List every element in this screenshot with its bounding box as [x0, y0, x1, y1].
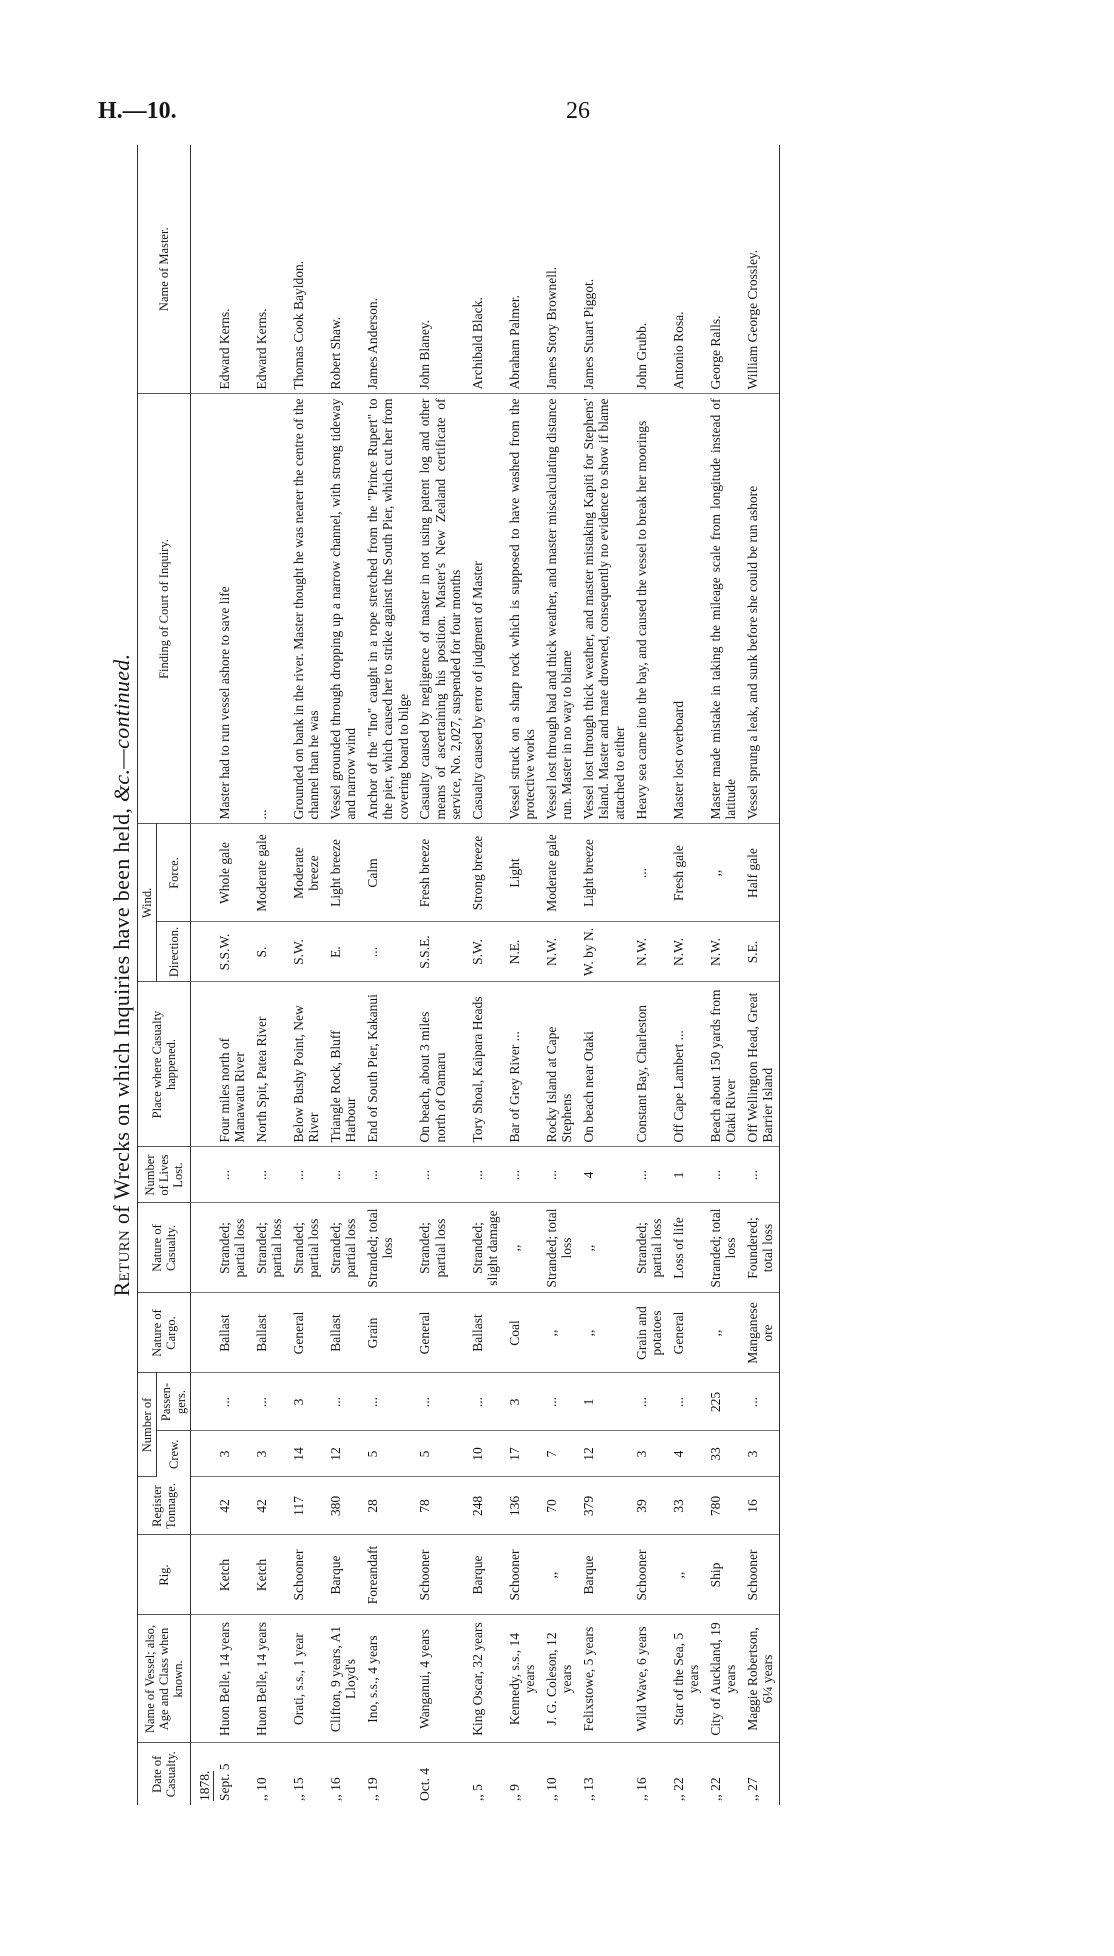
- cell-casualty: Stranded; total loss: [705, 1203, 742, 1293]
- cell-crew: 3: [214, 1431, 251, 1477]
- cell-direction: S.W.: [288, 922, 325, 982]
- cell-cargo: Grain: [362, 1293, 415, 1373]
- cell-date: ,, 16: [633, 1777, 649, 1801]
- cell-vessel: Huon Belle, 14 years: [251, 1615, 288, 1743]
- cell-crew: 12: [578, 1431, 631, 1477]
- cell-passengers: 3: [288, 1373, 325, 1431]
- table-row: [742, 145, 780, 1805]
- cell-place: Triangle Rock, Bluff Harbour: [325, 982, 362, 1147]
- cell-crew: 3: [742, 1431, 780, 1477]
- cell-cargo: ,,: [578, 1293, 631, 1373]
- cell-finding: Master lost overboard: [668, 394, 705, 824]
- table-row: [325, 145, 362, 1805]
- cell-rig: Barque: [325, 1535, 362, 1615]
- cell-passengers: ...: [251, 1373, 288, 1431]
- cell-direction: S.W.: [467, 922, 504, 982]
- page-number: 26: [566, 98, 590, 124]
- cell-master: George Ralls.: [705, 145, 742, 394]
- cell-passengers: 1: [578, 1373, 631, 1431]
- cell-cargo: General: [288, 1293, 325, 1373]
- cell-casualty: Loss of life: [668, 1203, 705, 1293]
- cell-lives: ...: [251, 1147, 288, 1203]
- table-row: [251, 145, 288, 1805]
- cell-direction: S.E.: [742, 922, 780, 982]
- cell-vessel: Maggie Robertson, 6¼ years: [742, 1615, 780, 1743]
- cell-force: Fresh breeze: [414, 824, 467, 922]
- caption-text: of Wrecks on which Inquiries have been held,: [109, 802, 134, 1230]
- cell-tonnage: 780: [705, 1477, 742, 1535]
- cell-direction: N.W.: [631, 922, 668, 982]
- cell-tonnage: 78: [414, 1477, 467, 1535]
- cell-force: Calm: [362, 824, 415, 922]
- cell-lives: ...: [742, 1147, 780, 1203]
- cell-master: Robert Shaw.: [325, 145, 362, 394]
- col-rig: Rig.: [138, 1535, 191, 1615]
- document-reference: H.—10.: [98, 98, 177, 124]
- table-row: [631, 145, 668, 1805]
- cell-lives: ...: [214, 1147, 251, 1203]
- cell-passengers: ...: [631, 1373, 668, 1431]
- cell-tonnage: 16: [742, 1477, 780, 1535]
- cell-cargo: Ballast: [467, 1293, 504, 1373]
- cell-rig: Barque: [578, 1535, 631, 1615]
- cell-force: Half gale: [742, 824, 780, 922]
- cell-rig: Schooner: [414, 1535, 467, 1615]
- cell-casualty: Stranded; partial loss: [251, 1203, 288, 1293]
- table-row: [362, 145, 415, 1805]
- cell-rig: Schooner: [504, 1535, 541, 1615]
- table-row: [668, 145, 705, 1805]
- table-body: [191, 145, 780, 1805]
- cell-tonnage: 42: [214, 1477, 251, 1535]
- cell-casualty: Stranded; partial loss: [288, 1203, 325, 1293]
- table-caption: [109, 145, 135, 1805]
- cell-crew: 7: [541, 1431, 578, 1477]
- cell-force: Light: [504, 824, 541, 922]
- cell-direction: W. by N.: [578, 922, 631, 982]
- cell-place: End of South Pier, Kakanui: [362, 982, 415, 1147]
- cell-place: Below Bushy Point, New River: [288, 982, 325, 1147]
- col-vessel: Name of Vessel; also, Age and Class when known.: [138, 1615, 191, 1743]
- cell-date: Sept. 5: [216, 1763, 232, 1801]
- cell-force: Light breeze: [578, 824, 631, 922]
- col-tonnage: Register Tonnage.: [138, 1477, 191, 1535]
- cell-force: Light breeze: [325, 824, 362, 922]
- cell-cargo: ,,: [541, 1293, 578, 1373]
- cell-date: ,, 9: [506, 1784, 522, 1801]
- cell-vessel: Clifton, 9 years, A1 Lloyd's: [325, 1615, 362, 1743]
- cell-passengers: ...: [541, 1373, 578, 1431]
- cell-direction: E.: [325, 922, 362, 982]
- cell-date: ,, 19: [364, 1777, 380, 1801]
- cell-lives: ...: [705, 1147, 742, 1203]
- cell-rig: Barque: [467, 1535, 504, 1615]
- cell-casualty: Stranded; partial loss: [325, 1203, 362, 1293]
- cell-date: ,, 27: [742, 1743, 780, 1805]
- cell-tonnage: 33: [668, 1477, 705, 1535]
- cell-passengers: ...: [742, 1373, 780, 1431]
- col-finding: Finding of Court of Inquiry.: [138, 394, 191, 824]
- cell-lives: ...: [631, 1147, 668, 1203]
- cell-master: Edward Kerns.: [251, 145, 288, 394]
- cell-finding: Vessel grounded through dropping up a narrow channel, with strong tideway and narrow wind: [325, 394, 362, 824]
- col-force: Force.: [157, 824, 191, 922]
- cell-place: Off Wellington Head, Great Barrier Island: [742, 982, 780, 1147]
- cell-master: Antonio Rosa.: [668, 145, 705, 394]
- caption-lead: Return: [109, 1229, 134, 1297]
- cell-passengers: ...: [414, 1373, 467, 1431]
- cell-cargo: Coal: [504, 1293, 541, 1373]
- cell-master: William George Crossley.: [742, 145, 780, 394]
- cell-lives: 4: [578, 1147, 631, 1203]
- cell-date: ,, 16: [327, 1777, 343, 1801]
- cell-crew: 5: [414, 1431, 467, 1477]
- cell-finding: Casualty caused by negligence of master in not using patent log and other means of ascertaining his position. Master's New Zealand certificate of service, No. 2,027, suspended for four months: [414, 394, 467, 824]
- cell-casualty: Stranded; partial loss: [414, 1203, 467, 1293]
- cell-place: Tory Shoal, Kaipara Heads: [467, 982, 504, 1147]
- cell-vessel: Wanganui, 4 years: [414, 1615, 467, 1743]
- cell-force: Moderate gale: [251, 824, 288, 922]
- cell-master: John Grubb.: [631, 145, 668, 394]
- cell-place: Beach about 150 yards from Otaki River: [705, 982, 742, 1147]
- cell-crew: 10: [467, 1431, 504, 1477]
- cell-force: ...: [631, 824, 668, 922]
- table-row: [288, 145, 325, 1805]
- cell-lives: ...: [504, 1147, 541, 1203]
- cell-vessel: City of Auckland, 19 years: [705, 1615, 742, 1743]
- cell-lives: ...: [362, 1147, 415, 1203]
- cell-date: Oct. 4: [417, 1768, 433, 1801]
- table-row: [705, 145, 742, 1805]
- cell-passengers: ...: [214, 1373, 251, 1431]
- col-wind: Wind.: [138, 824, 157, 982]
- cell-master: James Anderson.: [362, 145, 415, 394]
- cell-vessel: Huon Belle, 14 years: [214, 1615, 251, 1743]
- cell-force: Whole gale: [214, 824, 251, 922]
- cell-tonnage: 28: [362, 1477, 415, 1535]
- cell-lives: ...: [467, 1147, 504, 1203]
- cell-crew: 14: [288, 1431, 325, 1477]
- cell-place: Rocky Island at Cape Stephens: [541, 982, 578, 1147]
- cell-lives: ...: [541, 1147, 578, 1203]
- cell-finding: Vessel sprung a leak, and sunk before she could be run ashore: [742, 394, 780, 824]
- cell-tonnage: 117: [288, 1477, 325, 1535]
- cell-finding: Anchor of the "Ino" caught in a rope stretched from the "Prince Rupert" to the pier, which caused her to strike against the South Pier, which cut her from covering board to bilge: [362, 394, 415, 824]
- cell-direction: N.W.: [705, 922, 742, 982]
- cell-tonnage: 380: [325, 1477, 362, 1535]
- cell-vessel: Wild Wave, 6 years: [631, 1615, 668, 1743]
- col-direction: Direction.: [157, 922, 191, 982]
- cell-cargo: Manganese ore: [742, 1293, 780, 1373]
- col-cargo: Nature of Cargo.: [138, 1293, 191, 1373]
- year-row: [191, 145, 214, 1805]
- cell-casualty: ,,: [578, 1203, 631, 1293]
- table-row: [414, 145, 467, 1805]
- cell-place: Four miles north of Manawatu River: [214, 982, 251, 1147]
- cell-force: Fresh gale: [668, 824, 705, 922]
- cell-casualty: Foundered; total loss: [742, 1203, 780, 1293]
- cell-tonnage: 136: [504, 1477, 541, 1535]
- cell-date: ,, 13: [580, 1777, 596, 1801]
- cell-place: Bar of Grey River ...: [504, 982, 541, 1147]
- cell-lives: ...: [325, 1147, 362, 1203]
- cell-cargo: Ballast: [325, 1293, 362, 1373]
- cell-passengers: ...: [325, 1373, 362, 1431]
- cell-cargo: Grain and potatoes: [631, 1293, 668, 1373]
- cell-direction: S.: [251, 922, 288, 982]
- cell-casualty: Stranded; partial loss: [631, 1203, 668, 1293]
- cell-master: James Stuart Piggot.: [578, 145, 631, 394]
- cell-rig: ,,: [668, 1535, 705, 1615]
- col-number-of: Number of: [138, 1373, 157, 1477]
- cell-passengers: 3: [504, 1373, 541, 1431]
- cell-place: Constant Bay, Charleston: [631, 982, 668, 1147]
- cell-cargo: General: [414, 1293, 467, 1373]
- cell-cargo: Ballast: [214, 1293, 251, 1373]
- cell-finding: Vessel lost through bad and thick weather, and master miscalculating distance run. Master in no way to blame: [541, 394, 578, 824]
- cell-finding: Heavy sea came into the bay, and caused the vessel to break her moorings: [631, 394, 668, 824]
- cell-cargo: ,,: [705, 1293, 742, 1373]
- cell-direction: N.W.: [541, 922, 578, 982]
- cell-cargo: General: [668, 1293, 705, 1373]
- cell-tonnage: 70: [541, 1477, 578, 1535]
- cell-cargo: Ballast: [251, 1293, 288, 1373]
- cell-casualty: Stranded; total loss: [362, 1203, 415, 1293]
- cell-force: Moderate gale: [541, 824, 578, 922]
- cell-vessel: Star of the Sea, 5 years: [668, 1615, 705, 1743]
- cell-date: ,, 22: [670, 1777, 686, 1801]
- cell-master: Edward Kerns.: [214, 145, 251, 394]
- cell-finding: Casualty caused by error of judgment of Master: [467, 394, 504, 824]
- cell-finding: Vessel struck on a sharp rock which is supposed to have washed from the protective works: [504, 394, 541, 824]
- col-casualty: Nature of Casualty.: [138, 1203, 191, 1293]
- cell-master: Thomas Cook Bayldon.: [288, 145, 325, 394]
- table-row: [504, 145, 541, 1805]
- caption-suffix: &c.—continued.: [109, 653, 134, 802]
- cell-casualty: Stranded; slight damage: [467, 1203, 504, 1293]
- cell-crew: 3: [251, 1431, 288, 1477]
- cell-tonnage: 39: [631, 1477, 668, 1535]
- cell-rig: Schooner: [631, 1535, 668, 1615]
- cell-direction: S.S.E.: [414, 922, 467, 982]
- table-row: [578, 145, 631, 1805]
- cell-finding: Master made mistake in taking the mileage scale from longitude instead of latitude: [705, 394, 742, 824]
- cell-casualty: Stranded; total loss: [541, 1203, 578, 1293]
- cell-lives: ...: [414, 1147, 467, 1203]
- cell-crew: 5: [362, 1431, 415, 1477]
- cell-direction: N.W.: [668, 922, 705, 982]
- cell-rig: Foreandaft: [362, 1535, 415, 1615]
- cell-vessel: J. G. Coleson, 12 years: [541, 1615, 578, 1743]
- cell-crew: 4: [668, 1431, 705, 1477]
- cell-rig: Schooner: [742, 1535, 780, 1615]
- cell-crew: 17: [504, 1431, 541, 1477]
- cell-direction: S.S.W.: [214, 922, 251, 982]
- header-row-1: [138, 145, 157, 1805]
- cell-master: James Story Brownell.: [541, 145, 578, 394]
- year-label: 1878.: [197, 1770, 213, 1801]
- cell-crew: 12: [325, 1431, 362, 1477]
- wrecks-table: [137, 145, 780, 1805]
- cell-vessel: King Oscar, 32 years: [467, 1615, 504, 1743]
- cell-rig: Ship: [705, 1535, 742, 1615]
- cell-rig: Schooner: [288, 1535, 325, 1615]
- col-lives: Number of Lives Lost.: [138, 1147, 191, 1203]
- cell-master: Abraham Palmer.: [504, 145, 541, 394]
- cell-date: ,, 15: [290, 1777, 306, 1801]
- rotated-table-region: [109, 145, 1057, 1805]
- cell-crew: 3: [631, 1431, 668, 1477]
- cell-casualty: ,,: [504, 1203, 541, 1293]
- col-passengers: Passen- gers.: [157, 1373, 191, 1431]
- cell-rig: ,,: [541, 1535, 578, 1615]
- cell-passengers: ...: [362, 1373, 415, 1431]
- cell-casualty: Stranded; partial loss: [214, 1203, 251, 1293]
- cell-place: On beach, about 3 miles north of Oamaru: [414, 982, 467, 1147]
- cell-place: On beach near Otaki: [578, 982, 631, 1147]
- col-master: Name of Master.: [138, 145, 191, 394]
- cell-passengers: ...: [668, 1373, 705, 1431]
- cell-passengers: ...: [467, 1373, 504, 1431]
- cell-rig: Ketch: [214, 1535, 251, 1615]
- col-place: Place where Casualty happened.: [138, 982, 191, 1147]
- cell-master: John Blaney.: [414, 145, 467, 394]
- cell-date: ,, 10: [253, 1777, 269, 1801]
- cell-place: Off Cape Lambert ...: [668, 982, 705, 1147]
- cell-finding: Master had to run vessel ashore to save life: [214, 394, 251, 824]
- col-crew: Crew.: [157, 1431, 191, 1477]
- cell-finding: Vessel lost through thick weather, and master mistaking Kapiti for Stephens' Island. Master and mate drowned, consequently no evidence to show if blame attached to either: [578, 394, 631, 824]
- cell-force: Strong breeze: [467, 824, 504, 922]
- cell-vessel: Orati, s.s., 1 year: [288, 1615, 325, 1743]
- cell-force: Moderate breeze: [288, 824, 325, 922]
- cell-force: ,,: [705, 824, 742, 922]
- cell-date: ,, 5: [469, 1784, 485, 1801]
- cell-tonnage: 379: [578, 1477, 631, 1535]
- cell-tonnage: 42: [251, 1477, 288, 1535]
- cell-tonnage: 248: [467, 1477, 504, 1535]
- cell-finding: Grounded on bank in the river. Master thought he was nearer the centre of the channel than he was: [288, 394, 325, 824]
- table-row: [467, 145, 504, 1805]
- cell-direction: ...: [362, 922, 415, 982]
- table-row: [541, 145, 578, 1805]
- table-row: [214, 145, 251, 1805]
- cell-master: Archibald Black.: [467, 145, 504, 394]
- cell-vessel: Felixstowe, 5 years: [578, 1615, 631, 1743]
- cell-place: North Spit, Patea River: [251, 982, 288, 1147]
- cell-vessel: Ino, s.s., 4 years: [362, 1615, 415, 1743]
- cell-lives: ...: [288, 1147, 325, 1203]
- cell-finding: ...: [251, 394, 288, 824]
- cell-rig: Ketch: [251, 1535, 288, 1615]
- cell-passengers: 225: [705, 1373, 742, 1431]
- col-date: Date of Casualty.: [138, 1743, 191, 1805]
- cell-date: ,, 22: [707, 1777, 723, 1801]
- cell-vessel: Kennedy, s.s., 14 years: [504, 1615, 541, 1743]
- cell-direction: N.E.: [504, 922, 541, 982]
- cell-date: ,, 10: [543, 1777, 559, 1801]
- cell-lives: 1: [668, 1147, 705, 1203]
- cell-crew: 33: [705, 1431, 742, 1477]
